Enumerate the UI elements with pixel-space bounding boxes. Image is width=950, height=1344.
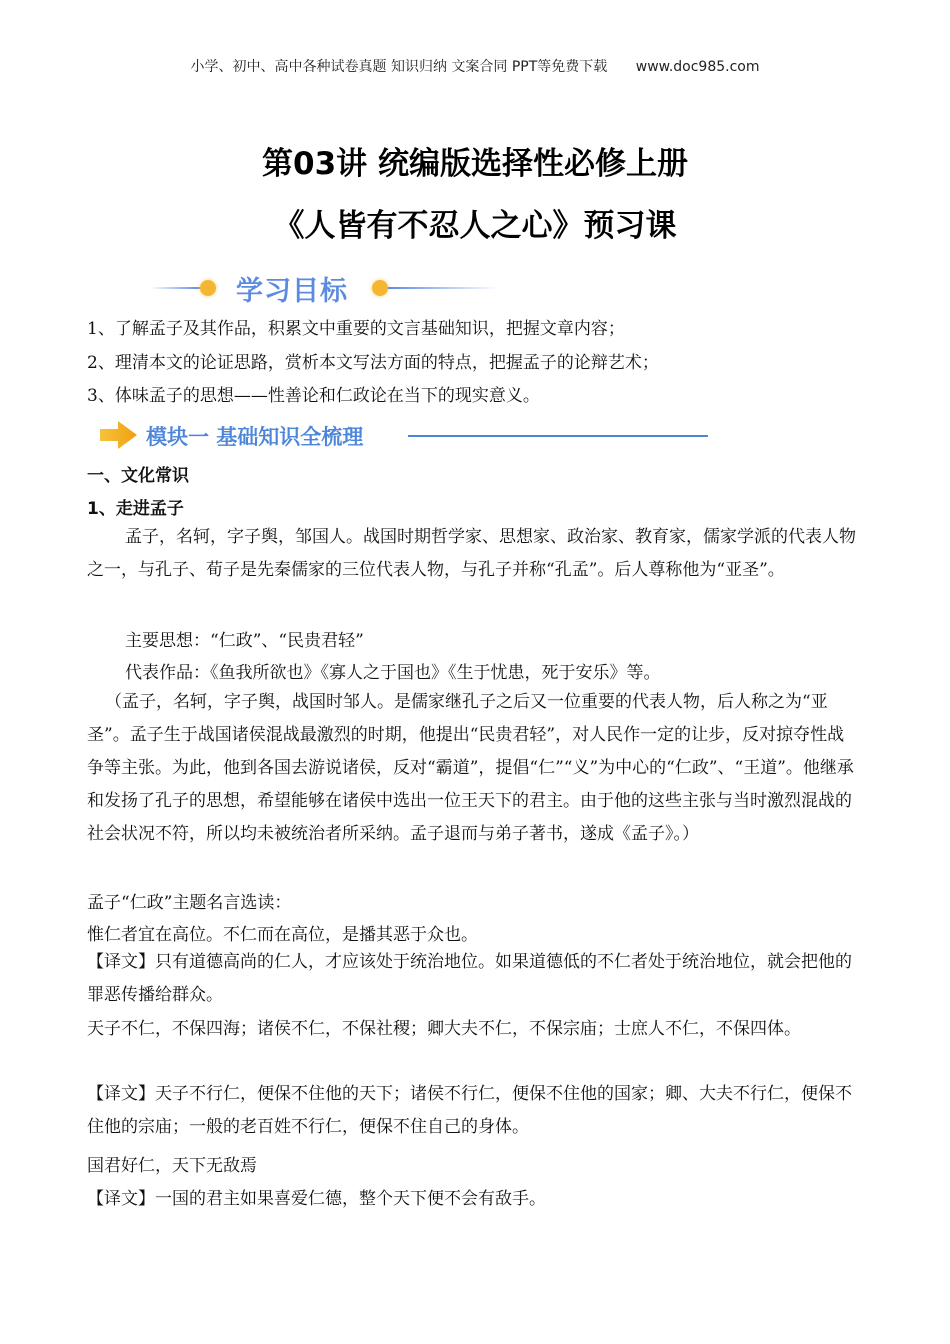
mencius-note: （孟子，名轲，字子舆，战国时邹人。是儒家继孔子之后又一位重要的代表人物，后人称之为“亚圣”。孟子生于战国诸侯混战最激烈的时期，他提出“民贵君轻”，对人民作一定的让步，反对掠夺性战争等主张。为此，他到各国去游说诸侯，反对“霸道”，提倡“仁”“义”为中心的“仁政”、“王道”。他继承和发扬了孔子的思想，希望能够在诸侯中选出一位王天下的君主。由于他的这些主张与当时激烈混战的社会状况不符，所以均未被统治者所采纳。孟子退而与弟子著书，遂成《孟子》。） — [87, 692, 854, 844]
module-heading: 模块一 基础知识全梳理 — [146, 425, 364, 449]
banner-line-left — [150, 287, 200, 289]
quote-2: 天子不仁，不保四海；诸侯不仁，不保社稷；卿大夫不仁，不保宗庙；士庶人不仁，不保四体。 — [87, 1019, 801, 1039]
document-subtitle: 《人皆有不忍人之心》预习课 — [273, 208, 677, 244]
goal-item-1: 1、了解孟子及其作品，积累文中重要的文言基础知识，把握文章内容； — [87, 319, 625, 339]
goal-item-3: 3、体味孟子的思想——性善论和仁政论在当下的现实意义。 — [87, 386, 540, 406]
translation-1: 【译文】只有道德高尚的仁人，才应该处于统治地位。如果道德低的不仁者处于统治地位，就会把他的罪恶传播给群众。 — [87, 952, 852, 1005]
header-url[interactable]: www.doc985.com — [635, 59, 760, 75]
mencius-intro: 孟子，名轲，字子舆，邹国人。战国时期哲学家、思想家、政治家、教育家，儒家学派的代表人物之一，与孔子、荀子是先秦儒家的三位代表人物，与孔子并称“孔孟”。后人尊称他为“亚圣”。 — [87, 527, 856, 580]
quote-3: 国君好仁，天下无敌焉 — [87, 1156, 257, 1176]
translation-2: 【译文】天子不行仁，便保不住他的天下；诸侯不行仁，便保不住他的国家；卿、大夫不行仁，便保不住他的宗庙；一般的老百姓不行仁，便保不住自己的身体。 — [87, 1084, 852, 1137]
learning-goals-heading: 学习目标 — [236, 276, 348, 307]
header-text: 小学、初中、高中各种试卷真题 知识归纳 文案合同 PPT等免费下载 — [190, 59, 608, 75]
module-banner — [100, 418, 710, 452]
subsection-heading: 1、走进孟子 — [87, 499, 184, 519]
dot-icon — [200, 280, 216, 296]
translation-3: 【译文】一国的君主如果喜爱仁德，整个天下便不会有敌手。 — [87, 1189, 546, 1209]
dot-icon — [372, 280, 388, 296]
main-thought: 主要思想：“仁政”、“民贵君轻” — [125, 631, 364, 651]
representative-works: 代表作品：《鱼我所欲也》《寡人之于国也》《生于忧患，死于安乐》等。 — [125, 663, 661, 683]
learning-goals-banner — [150, 268, 510, 308]
quote-1: 惟仁者宜在高位。不仁而在高位，是播其恶于众也。 — [87, 925, 478, 945]
page-header — [0, 56, 950, 76]
quotes-title: 孟子“仁政”主题名言选读： — [87, 893, 292, 913]
arrow-right-icon — [100, 420, 138, 450]
section-heading: 一、文化常识 — [87, 466, 189, 486]
document-title: 第03讲 统编版选择性必修上册 — [262, 146, 688, 182]
goal-item-2: 2、理清本文的论证思路，赏析本文写法方面的特点，把握孟子的论辩艺术； — [87, 353, 659, 373]
module-underline — [408, 435, 708, 437]
banner-line-right — [388, 287, 498, 289]
